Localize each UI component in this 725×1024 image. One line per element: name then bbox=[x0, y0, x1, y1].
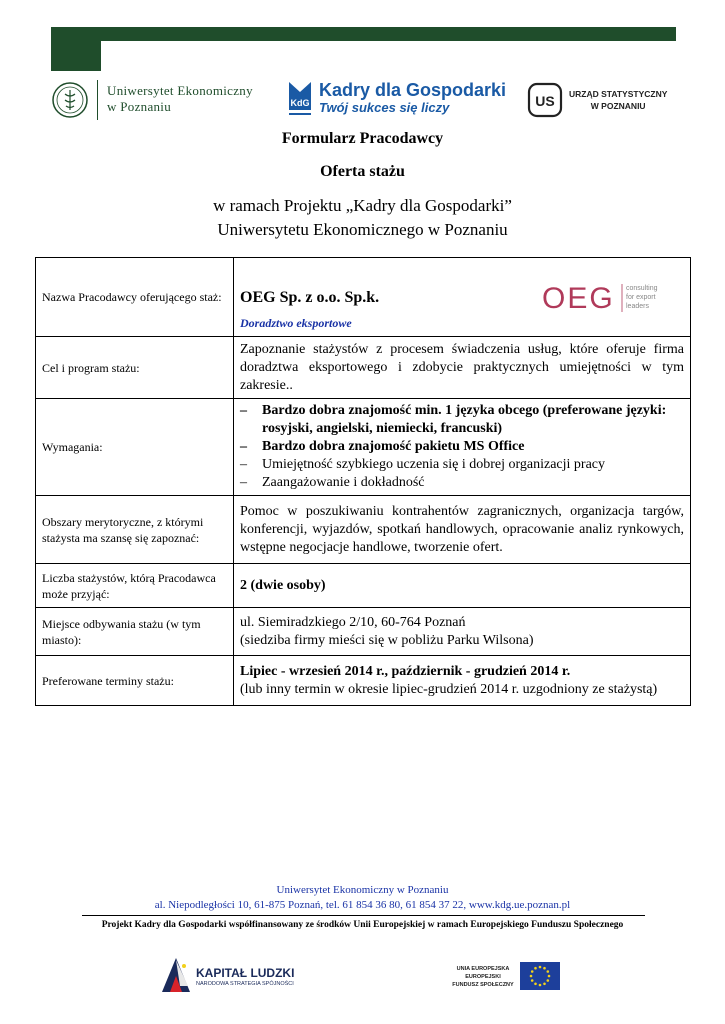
table-row bbox=[36, 564, 691, 608]
dash-bullet: – bbox=[240, 403, 247, 418]
requirements-label: Wymagania: bbox=[36, 399, 234, 496]
ue-logo bbox=[51, 78, 291, 122]
count-label: Liczba stażystów, którą Pracodawca może przyjąć: bbox=[36, 564, 234, 608]
table-row bbox=[36, 496, 691, 564]
oeg-logo-tag2: for export bbox=[626, 294, 656, 301]
oeg-logo-tag3: leaders bbox=[626, 303, 649, 310]
footer-address: al. Niepodległości 10, 61-875 Poznań, tel. 61 854 36 80, 61 854 37 22, www.kdg.ue.poznan.pl bbox=[154, 899, 571, 911]
eu-flag-icon bbox=[520, 962, 560, 990]
requirements-list bbox=[240, 402, 684, 492]
us-name-line2: W POZNANIU bbox=[590, 101, 646, 111]
requirement-text: Umiejętność szybkiego uczenia się i dobrej organizacji pracy bbox=[262, 457, 605, 472]
oeg-logo bbox=[542, 278, 682, 318]
eu-text bbox=[452, 965, 514, 989]
form-title: Formularz Pracodawcy bbox=[281, 130, 444, 147]
count-value: 2 (dwie osoby) bbox=[234, 564, 691, 608]
oeg-logo-text: OEG bbox=[542, 282, 615, 315]
table-row bbox=[36, 399, 691, 496]
terms-cell bbox=[234, 656, 691, 706]
requirements-cell bbox=[234, 399, 691, 496]
form-subtitle: Oferta stażu bbox=[320, 163, 405, 180]
kdg-tagline: Twój sukces się liczy bbox=[319, 100, 450, 115]
oeg-logo-tag1: consulting bbox=[626, 285, 658, 292]
eu-line1: UNIA EUROPEJSKA bbox=[456, 966, 510, 972]
goal-label: Cel i program stażu: bbox=[36, 337, 234, 399]
kdg-logo bbox=[285, 80, 525, 124]
terms-label: Preferowane terminy stażu: bbox=[36, 656, 234, 706]
areas-label: Obszary merytoryczne, z którymi stażysta ma szansę się zapoznać: bbox=[36, 496, 234, 564]
kdg-mark-icon bbox=[285, 80, 315, 122]
kdg-mark-text: KdG bbox=[290, 98, 310, 108]
ue-name bbox=[107, 83, 253, 115]
employer-name: OEG Sp. z o.o. Sp.k. bbox=[240, 289, 380, 306]
table-row bbox=[36, 337, 691, 399]
kapital-ludzki-title: KAPITAŁ LUDZKI bbox=[196, 966, 295, 980]
table-row bbox=[36, 656, 691, 706]
terms-line2: (lub inny termin w okresie lipiec-grudzień 2014 r. uzgodniony ze stażystą) bbox=[240, 681, 658, 697]
dash-bullet: – bbox=[240, 457, 247, 472]
footer-cofinancing: Projekt Kadry dla Gospodarki współfinansowany ze środków Unii Europejskiej w ramach Europejskiego Funduszu Społecznego bbox=[101, 920, 624, 930]
us-name-line1: URZĄD STATYSTYCZNY bbox=[569, 89, 668, 99]
areas-value: Pomoc w poszukiwaniu kontrahentów zagranicznych, organizacja targów, konferencji, wyjazdów, spotkań handlowych, opracowanie analiz rynkowych, wstępne negocjacje handlowe, tworzenie ofert. bbox=[234, 496, 691, 564]
eu-logo bbox=[452, 962, 562, 994]
us-name bbox=[569, 88, 667, 112]
kapital-ludzki-icon bbox=[160, 956, 192, 994]
employer-field: Doradztwo eksportowe bbox=[240, 316, 352, 330]
requirement-item bbox=[240, 474, 684, 492]
terms-line1: Lipiec - wrzesień 2014 r., październik - grudzień 2014 r. bbox=[240, 663, 571, 679]
table-row bbox=[36, 258, 691, 337]
kdg-title: Kadry dla Gospodarki bbox=[319, 80, 507, 100]
kapital-ludzki-subtitle: NARODOWA STRATEGIA SPÓJNOŚCI bbox=[196, 981, 294, 987]
requirement-item bbox=[240, 402, 684, 438]
place-line1: ul. Siemiradzkiego 2/10, 60-764 Poznań bbox=[240, 614, 466, 630]
goal-value: Zapoznanie stażystów z procesem świadczenia usług, które oferuje firma doradztwa eksportowego i zdobycie praktycznych umiejętności w tym zakresie.. bbox=[234, 337, 691, 399]
dash-bullet: – bbox=[240, 439, 247, 454]
project-line2: Uniwersytetu Ekonomicznego w Poznaniu bbox=[217, 220, 508, 239]
requirement-text: Zaangażowanie i dokładność bbox=[262, 475, 425, 490]
offer-table bbox=[35, 257, 691, 706]
requirement-item bbox=[240, 438, 684, 456]
project-line1: w ramach Projektu „Kadry dla Gospodarki” bbox=[213, 196, 512, 215]
us-mark-text: US bbox=[535, 93, 555, 109]
place-cell bbox=[234, 608, 691, 656]
us-logo bbox=[527, 80, 677, 124]
requirement-text: Bardzo dobra znajomość min. 1 języka obcego (preferowane języki: rosyjski, angielski, niemiecki, francuski) bbox=[262, 403, 667, 436]
top-bar bbox=[51, 27, 676, 41]
ue-name-line2: w Poznaniu bbox=[107, 99, 172, 114]
requirement-item bbox=[240, 456, 684, 474]
dash-bullet: – bbox=[240, 475, 247, 490]
us-mark-icon bbox=[527, 82, 563, 118]
footer-divider bbox=[82, 915, 645, 916]
header-logos bbox=[51, 78, 676, 126]
table-row bbox=[36, 608, 691, 656]
ue-divider bbox=[97, 80, 98, 120]
ue-name-line1: Uniwersytet Ekonomiczny bbox=[107, 83, 253, 98]
ue-seal-icon bbox=[51, 81, 89, 119]
requirement-text: Bardzo dobra znajomość pakietu MS Office bbox=[262, 439, 525, 454]
eu-line3: FUNDUSZ SPOŁECZNY bbox=[452, 982, 514, 988]
kapital-ludzki-logo bbox=[160, 956, 300, 996]
place-label: Miejsce odbywania stażu (w tym miasto): bbox=[36, 608, 234, 656]
place-line2: (siedziba firmy mieści się w pobliżu Parku Wilsona) bbox=[240, 632, 534, 648]
footer-university: Uniwersytet Ekonomiczny w Poznaniu bbox=[276, 884, 449, 896]
employer-cell bbox=[234, 258, 691, 337]
eu-line2: EUROPEJSKI bbox=[465, 974, 501, 980]
employer-label: Nazwa Pracodawcy oferującego staż: bbox=[36, 258, 234, 337]
